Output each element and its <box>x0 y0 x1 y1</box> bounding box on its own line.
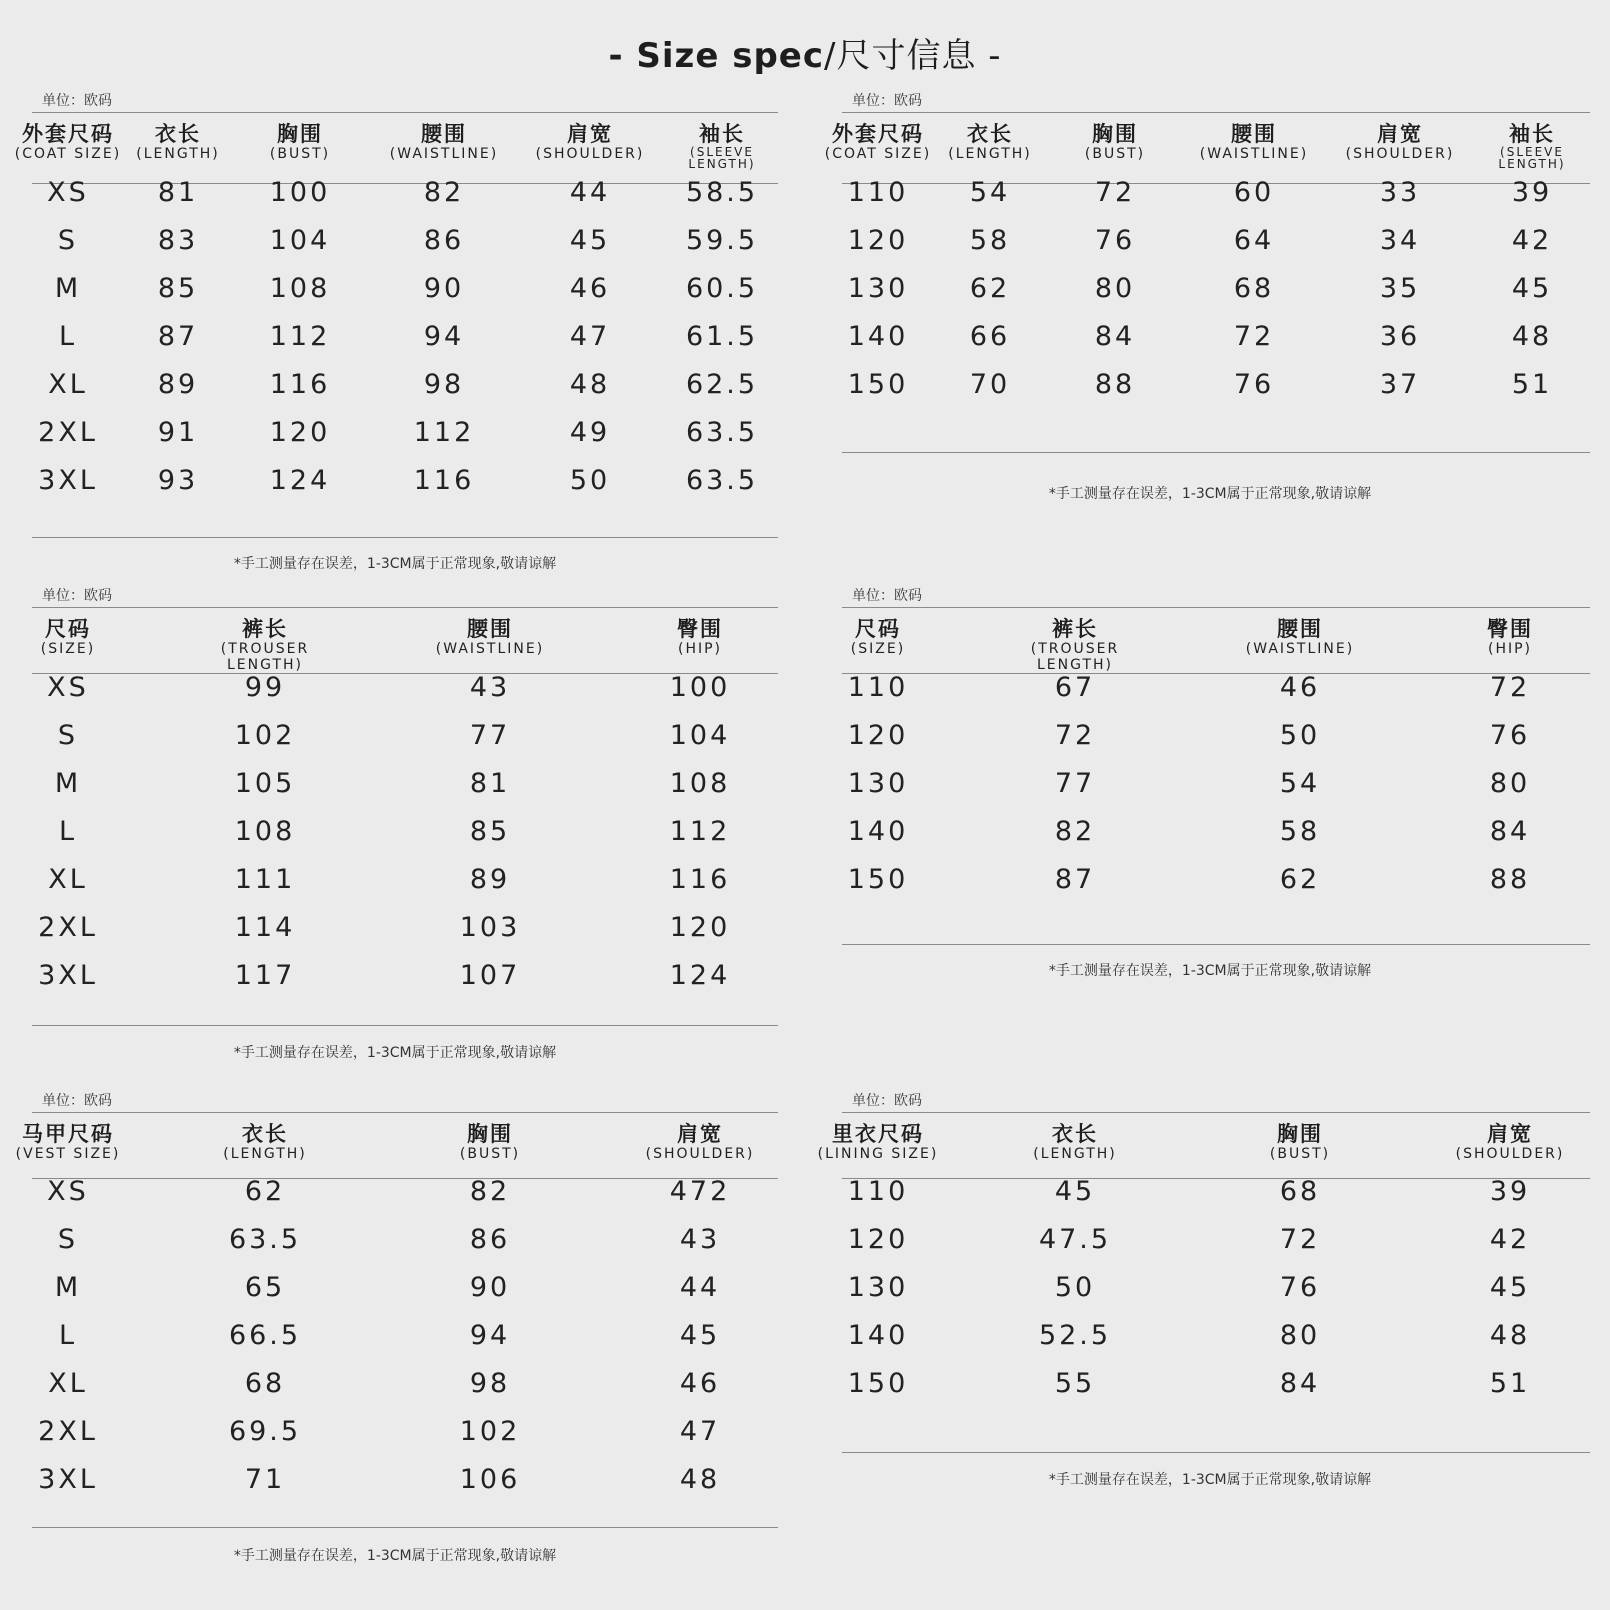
column-header-en: (LENGTH) <box>1033 1146 1117 1162</box>
size-cell: XL <box>48 1368 88 1399</box>
column-header-zh: 胸围 <box>277 122 323 146</box>
measurement-cell: 71 <box>244 1464 286 1495</box>
column-header <box>16 1122 121 1162</box>
measurement-cell: 91 <box>157 417 199 448</box>
size-cell: XL <box>48 864 88 895</box>
measurement-cell: 33 <box>1379 177 1421 208</box>
measurement-cell: 39 <box>1489 1176 1531 1207</box>
measurement-cell: 98 <box>469 1368 511 1399</box>
column-header <box>1270 1122 1330 1162</box>
measurement-cell: 42 <box>1511 225 1553 256</box>
table-row <box>0 1456 790 1504</box>
measurement-cell: 68 <box>1233 273 1275 304</box>
unit-label: 单位：欧码 <box>852 1093 922 1109</box>
measurement-cell: 62.5 <box>685 369 759 400</box>
size-cell: 120 <box>847 225 909 256</box>
size-cell: XS <box>47 177 89 208</box>
size-cell: 140 <box>847 321 909 352</box>
measurement-cell: 112 <box>269 321 331 352</box>
unit-label: 单位：欧码 <box>852 588 922 604</box>
column-header-zh: 袖长 <box>699 122 745 146</box>
measurement-cell: 47 <box>679 1416 721 1447</box>
measurement-cell: 86 <box>423 225 465 256</box>
measurement-cell: 68 <box>244 1368 286 1399</box>
measurement-cell: 103 <box>459 912 521 943</box>
column-header-en: (COAT SIZE) <box>14 146 122 162</box>
measurement-cell: 120 <box>669 912 731 943</box>
column-header-zh: 腰围 <box>1277 617 1323 641</box>
measurement-cell: 87 <box>1054 864 1096 895</box>
table-row <box>0 1216 790 1264</box>
measurement-cell: 46 <box>1279 672 1321 703</box>
size-cell: L <box>58 816 78 847</box>
measurement-cell: 46 <box>679 1368 721 1399</box>
measurement-cell: 82 <box>1054 816 1096 847</box>
measurement-cell: 98 <box>423 369 465 400</box>
column-header-en: (COAT SIZE) <box>824 146 932 162</box>
size-cell: 130 <box>847 768 909 799</box>
measurement-cell: 44 <box>679 1272 721 1303</box>
measurement-cell: 45 <box>1511 273 1553 304</box>
measurement-cell: 43 <box>679 1224 721 1255</box>
size-cell: XS <box>47 672 89 703</box>
column-header-en: (TROUSER LENGTH) <box>220 641 310 673</box>
size-cell: 150 <box>847 1368 909 1399</box>
column-header-zh: 臀围 <box>1487 617 1533 641</box>
column-header-en: (WAISTLINE) <box>1199 146 1309 162</box>
column-header-en: (SIZE) <box>850 641 906 657</box>
measurement-note: *手工测量存在误差，1-3CM属于正常现象,敬请谅解 <box>233 1045 557 1061</box>
measurement-cell: 82 <box>469 1176 511 1207</box>
title-english: - Size spec <box>608 36 825 76</box>
column-header-en: (SHOULDER) <box>645 1146 755 1162</box>
measurement-cell: 90 <box>469 1272 511 1303</box>
measurement-cell: 46 <box>569 273 611 304</box>
unit-label: 单位：欧码 <box>852 93 922 109</box>
column-header <box>818 1122 939 1162</box>
measurement-cell: 47.5 <box>1038 1224 1112 1255</box>
table-row <box>810 1264 1610 1312</box>
measurement-cell: 54 <box>1279 768 1321 799</box>
measurement-cell: 65 <box>244 1272 286 1303</box>
measurement-cell: 117 <box>234 960 296 991</box>
measurement-cell: 83 <box>157 225 199 256</box>
column-header-zh: 尺码 <box>44 617 91 641</box>
measurement-cell: 35 <box>1379 273 1421 304</box>
measurement-cell: 48 <box>1489 1320 1531 1351</box>
column-header-en: (BUST) <box>269 146 331 162</box>
table-row <box>0 1312 790 1360</box>
measurement-cell: 45 <box>679 1320 721 1351</box>
size-cell: 3XL <box>38 960 98 991</box>
measurement-cell: 44 <box>569 177 611 208</box>
size-cell: 2XL <box>38 912 98 943</box>
table-row <box>810 1312 1610 1360</box>
measurement-cell: 88 <box>1489 864 1531 895</box>
measurement-cell: 68 <box>1279 1176 1321 1207</box>
measurement-cell: 59.5 <box>685 225 759 256</box>
column-header-en: (WAISTLINE) <box>435 641 545 657</box>
measurement-cell: 114 <box>234 912 296 943</box>
measurement-cell: 81 <box>157 177 199 208</box>
measurement-cell: 106 <box>459 1464 521 1495</box>
size-cell: 3XL <box>38 1464 98 1495</box>
measurement-cell: 67 <box>1054 672 1096 703</box>
measurement-cell: 77 <box>469 720 511 751</box>
measurement-note: *手工测量存在误差，1-3CM属于正常现象,敬请谅解 <box>1048 963 1372 979</box>
column-header <box>1456 1122 1565 1162</box>
measurement-cell: 60.5 <box>685 273 759 304</box>
measurement-note: *手工测量存在误差，1-3CM属于正常现象,敬请谅解 <box>233 556 557 572</box>
measurement-cell: 50 <box>1054 1272 1096 1303</box>
size-cell: S <box>57 1224 79 1255</box>
table-row <box>0 1360 790 1408</box>
column-header-zh: 衣长 <box>241 1122 288 1146</box>
column-header-en: (HIP) <box>677 641 723 657</box>
column-header-zh: 肩宽 <box>1486 1122 1533 1146</box>
table-row <box>0 1408 790 1456</box>
measurement-cell: 80 <box>1094 273 1136 304</box>
column-header-zh: 腰围 <box>467 617 513 641</box>
column-header-zh: 胸围 <box>1277 1122 1323 1146</box>
column-header-zh: 胸围 <box>1092 122 1138 146</box>
column-header-zh: 尺码 <box>854 617 901 641</box>
column-header-en: (BUST) <box>1269 1146 1331 1162</box>
measurement-note: *手工测量存在误差，1-3CM属于正常现象,敬请谅解 <box>1048 486 1372 502</box>
measurement-cell: 58 <box>1279 816 1321 847</box>
column-header <box>1033 1122 1116 1162</box>
measurement-note: *手工测量存在误差，1-3CM属于正常现象,敬请谅解 <box>233 1548 557 1564</box>
size-cell: M <box>54 273 82 304</box>
measurement-cell: 94 <box>423 321 465 352</box>
measurement-cell: 84 <box>1279 1368 1321 1399</box>
measurement-cell: 99 <box>244 672 286 703</box>
measurement-cell: 80 <box>1489 768 1531 799</box>
column-header-zh: 裤长 <box>1052 617 1098 641</box>
column-header-en: (LENGTH) <box>223 1146 307 1162</box>
column-header-zh: 外套尺码 <box>831 122 924 146</box>
measurement-cell: 50 <box>569 465 611 496</box>
measurement-cell: 72 <box>1279 1224 1321 1255</box>
measurement-cell: 107 <box>459 960 521 991</box>
size-cell: XS <box>47 1176 89 1207</box>
measurement-cell: 49 <box>569 417 611 448</box>
measurement-cell: 80 <box>1279 1320 1321 1351</box>
measurement-cell: 116 <box>669 864 731 895</box>
measurement-cell: 102 <box>459 1416 521 1447</box>
column-header-zh: 衣长 <box>1051 1122 1098 1146</box>
measurement-cell: 54 <box>969 177 1011 208</box>
measurement-cell: 62 <box>969 273 1011 304</box>
measurement-cell: 89 <box>469 864 511 895</box>
measurement-cell: 116 <box>413 465 475 496</box>
measurement-cell: 64 <box>1233 225 1275 256</box>
column-header-zh: 肩宽 <box>1376 122 1423 146</box>
measurement-cell: 76 <box>1279 1272 1321 1303</box>
size-cell: M <box>54 1272 82 1303</box>
column-header-zh: 袖长 <box>1509 122 1555 146</box>
measurement-cell: 72 <box>1489 672 1531 703</box>
size-cell: 120 <box>847 720 909 751</box>
table-bottom-rule <box>32 1527 778 1528</box>
column-header <box>460 1122 520 1162</box>
size-cell: 150 <box>847 864 909 895</box>
measurement-cell: 104 <box>269 225 331 256</box>
measurement-cell: 112 <box>413 417 475 448</box>
column-header-en: (BUST) <box>459 1146 521 1162</box>
measurement-cell: 120 <box>269 417 331 448</box>
column-header-zh: 里衣尺码 <box>832 1122 924 1146</box>
size-cell: 110 <box>847 177 909 208</box>
measurement-cell: 105 <box>234 768 296 799</box>
unit-label: 单位：欧码 <box>42 93 112 109</box>
column-header-en: (WAISTLINE) <box>1245 641 1355 657</box>
size-cell: 2XL <box>38 1416 98 1447</box>
measurement-cell: 72 <box>1054 720 1096 751</box>
measurement-cell: 37 <box>1379 369 1421 400</box>
measurement-cell: 100 <box>669 672 731 703</box>
column-header-en: (SHOULDER) <box>535 146 645 162</box>
measurement-cell: 72 <box>1233 321 1275 352</box>
measurement-cell: 94 <box>469 1320 511 1351</box>
size-cell: 130 <box>847 1272 909 1303</box>
measurement-cell: 48 <box>679 1464 721 1495</box>
size-cell: L <box>58 321 78 352</box>
measurement-cell: 63.5 <box>685 465 759 496</box>
measurement-cell: 108 <box>234 816 296 847</box>
measurement-cell: 63.5 <box>685 417 759 448</box>
measurement-cell: 36 <box>1379 321 1421 352</box>
column-header-en: (WAISTLINE) <box>389 146 499 162</box>
column-header-zh: 胸围 <box>467 1122 513 1146</box>
size-cell: 150 <box>847 369 909 400</box>
column-header-zh: 马甲尺码 <box>22 1122 114 1146</box>
size-table-panel <box>0 0 790 1610</box>
size-cell: 140 <box>847 1320 909 1351</box>
measurement-cell: 45 <box>569 225 611 256</box>
column-header-en: (LENGTH) <box>136 146 220 162</box>
size-cell: L <box>58 1320 78 1351</box>
measurement-cell: 42 <box>1489 1224 1531 1255</box>
column-header-en: (SIZE) <box>40 641 96 657</box>
column-header-zh: 肩宽 <box>566 122 613 146</box>
size-cell: 110 <box>847 672 909 703</box>
measurement-cell: 63.5 <box>228 1224 302 1255</box>
measurement-cell: 69.5 <box>228 1416 302 1447</box>
size-cell: 130 <box>847 273 909 304</box>
measurement-cell: 51 <box>1511 369 1553 400</box>
measurement-cell: 45 <box>1489 1272 1531 1303</box>
column-header-zh: 外套尺码 <box>21 122 114 146</box>
column-header-en: (SLEEVE LENGTH) <box>688 145 756 171</box>
size-cell: XL <box>48 369 88 400</box>
column-header <box>223 1122 306 1162</box>
column-header-en: (SHOULDER) <box>1345 146 1455 162</box>
measurement-cell: 104 <box>669 720 731 751</box>
measurement-cell: 84 <box>1489 816 1531 847</box>
table-bottom-rule <box>842 1452 1590 1453</box>
measurement-cell: 48 <box>569 369 611 400</box>
size-cell: S <box>57 225 79 256</box>
table-row <box>810 1360 1610 1408</box>
measurement-cell: 66 <box>969 321 1011 352</box>
column-header-en: (BUST) <box>1084 146 1146 162</box>
column-header-zh: 衣长 <box>154 122 201 146</box>
size-cell: 140 <box>847 816 909 847</box>
measurement-cell: 472 <box>669 1176 731 1207</box>
size-cell: S <box>57 720 79 751</box>
column-header-zh: 裤长 <box>242 617 288 641</box>
size-cell: 120 <box>847 1224 909 1255</box>
column-header-en: (VEST SIZE) <box>15 1146 121 1162</box>
measurement-cell: 60 <box>1233 177 1275 208</box>
measurement-cell: 34 <box>1379 225 1421 256</box>
column-header-en: (HIP) <box>1487 641 1533 657</box>
column-header <box>646 1122 755 1162</box>
measurement-cell: 70 <box>969 369 1011 400</box>
column-header-zh: 腰围 <box>421 122 467 146</box>
measurement-cell: 102 <box>234 720 296 751</box>
header-top-rule <box>842 1112 1590 1113</box>
measurement-cell: 58 <box>969 225 1011 256</box>
measurement-cell: 43 <box>469 672 511 703</box>
size-cell: M <box>54 768 82 799</box>
measurement-cell: 89 <box>157 369 199 400</box>
table-row <box>810 1168 1610 1216</box>
column-header-zh: 衣长 <box>966 122 1013 146</box>
measurement-cell: 82 <box>423 177 465 208</box>
measurement-cell: 51 <box>1489 1368 1531 1399</box>
size-cell: 3XL <box>38 465 98 496</box>
measurement-cell: 81 <box>469 768 511 799</box>
measurement-cell: 86 <box>469 1224 511 1255</box>
column-header-zh: 腰围 <box>1231 122 1277 146</box>
header-top-rule <box>32 1112 778 1113</box>
measurement-note: *手工测量存在误差，1-3CM属于正常现象,敬请谅解 <box>1048 1472 1372 1488</box>
measurement-cell: 93 <box>157 465 199 496</box>
measurement-cell: 84 <box>1094 321 1136 352</box>
size-cell: 2XL <box>38 417 98 448</box>
column-header-en: (TROUSER LENGTH) <box>1030 641 1120 673</box>
measurement-cell: 108 <box>669 768 731 799</box>
measurement-cell: 39 <box>1511 177 1553 208</box>
measurement-cell: 50 <box>1279 720 1321 751</box>
title-chinese: /尺寸信息 - <box>824 36 1002 76</box>
measurement-cell: 76 <box>1094 225 1136 256</box>
measurement-cell: 124 <box>669 960 731 991</box>
measurement-cell: 116 <box>269 369 331 400</box>
measurement-cell: 62 <box>1279 864 1321 895</box>
size-cell: 110 <box>847 1176 909 1207</box>
measurement-cell: 76 <box>1489 720 1531 751</box>
unit-label: 单位：欧码 <box>42 1093 112 1109</box>
measurement-cell: 88 <box>1094 369 1136 400</box>
measurement-cell: 87 <box>157 321 199 352</box>
measurement-cell: 124 <box>269 465 331 496</box>
measurement-cell: 111 <box>234 864 296 895</box>
measurement-cell: 85 <box>157 273 199 304</box>
measurement-cell: 61.5 <box>685 321 759 352</box>
column-header-en: (SLEEVE LENGTH) <box>1498 145 1566 171</box>
measurement-cell: 52.5 <box>1038 1320 1112 1351</box>
measurement-cell: 45 <box>1054 1176 1096 1207</box>
column-header-en: (LENGTH) <box>948 146 1032 162</box>
measurement-cell: 108 <box>269 273 331 304</box>
measurement-cell: 62 <box>244 1176 286 1207</box>
measurement-cell: 72 <box>1094 177 1136 208</box>
column-header-en: (SHOULDER) <box>1455 1146 1565 1162</box>
measurement-cell: 66.5 <box>228 1320 302 1351</box>
column-header-en: (LINING SIZE) <box>817 1146 939 1162</box>
measurement-cell: 58.5 <box>685 177 759 208</box>
measurement-cell: 112 <box>669 816 731 847</box>
measurement-cell: 90 <box>423 273 465 304</box>
measurement-cell: 47 <box>569 321 611 352</box>
table-row <box>810 1216 1610 1264</box>
column-header-zh: 肩宽 <box>676 1122 723 1146</box>
measurement-cell: 76 <box>1233 369 1275 400</box>
unit-label: 单位：欧码 <box>42 588 112 604</box>
measurement-cell: 77 <box>1054 768 1096 799</box>
table-row <box>0 1168 790 1216</box>
table-row <box>0 1264 790 1312</box>
measurement-cell: 55 <box>1054 1368 1096 1399</box>
size-table-panel <box>810 0 1610 1610</box>
measurement-cell: 100 <box>269 177 331 208</box>
measurement-cell: 85 <box>469 816 511 847</box>
measurement-cell: 48 <box>1511 321 1553 352</box>
column-header-zh: 臀围 <box>677 617 723 641</box>
